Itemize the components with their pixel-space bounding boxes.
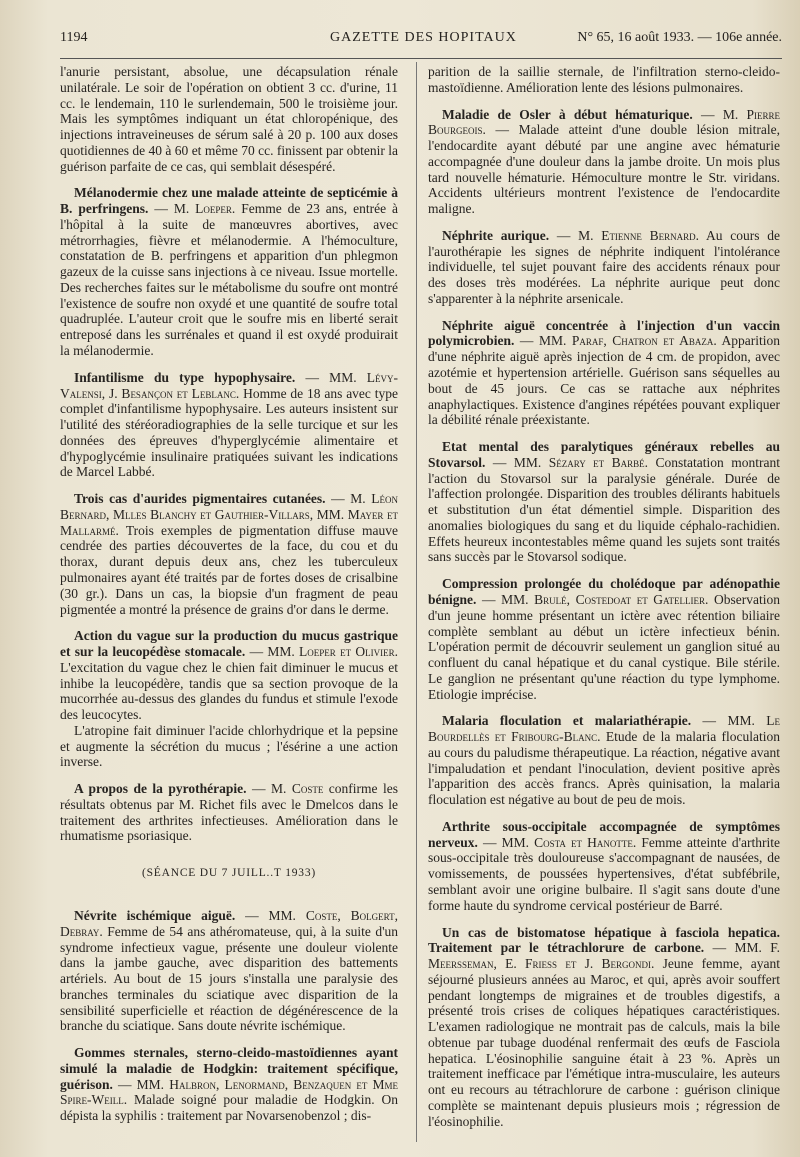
abstract-entry	[60, 908, 398, 1034]
issue-info: N° 65, 16 août 1933. — 106e année.	[577, 30, 782, 45]
entry-title: A propos de la pyrothérapie.	[74, 781, 247, 797]
abstract-entry	[60, 491, 398, 617]
abstract-entry	[60, 185, 398, 358]
page-number: 1194	[60, 30, 88, 45]
page-header	[60, 30, 782, 52]
entry-title: Néphrite aiguë concentrée à l'injection d'un vaccin polymicrobien.	[428, 317, 780, 349]
entry-authors: — M. Pierre Bourgeois.	[428, 106, 780, 138]
left-column	[60, 64, 398, 1135]
entry-title: Gommes sternales, sterno-cleido-mastoïdiennes ayant simulé la maladie de Hodgkin: traitement spécifique, guérison.	[60, 1045, 398, 1092]
entry-title: Compression prolongée du cholédoque par adénopathie bénigne.	[428, 576, 780, 607]
entry-title: Trois cas d'aurides pigmentaires cutanées.	[74, 491, 326, 507]
entry-text: Etude de la malaria floculation au cours du paludisme thérapeutique. La réaction, négative avant l'impaludation et pendant l'inoculation, devient positive après l'apparition des accès francs. Après quinisation, la malaria floculation est négative au bout de peu de mois.	[428, 729, 780, 808]
entry-title: Infantilisme du type hypophysaire.	[74, 369, 296, 385]
entry-text: Femme de 54 ans athéromateuse, qui, à la suite d'un syndrome infectieux vague, présente une douleur violente dans la jambe gauche, avec disparition des battements artériels. Au bout de 15 jours s'installa une paralysie des branches terminales du sciatique avec disparition de la sensibilité superficielle et réaction de dégénérescence de la branche du sciatique. Sans doute névrite ischémique.	[60, 923, 399, 1034]
journal-title: GAZETTE DES HOPITAUX	[330, 30, 517, 45]
entry-title: Néphrite aurique.	[442, 227, 550, 243]
entry-authors: — MM. Sézary et Barbé.	[492, 454, 649, 470]
abstract-entry	[428, 819, 780, 914]
abstract-entry	[60, 781, 398, 844]
abstract-entry	[428, 228, 780, 307]
entry-title: Arthrite sous-occipitale accompagnée de symptômes nerveux.	[428, 818, 780, 850]
abstract-entry	[60, 370, 398, 480]
abstract-entry	[428, 713, 780, 808]
entry-text: Homme de 18 ans avec type complet d'infantilisme hypophysaire. Les auteurs insistent sur l'utilité des stéréoradiographies de la selle turcique et sur les données des épreuves d'hyperglycémie alimentaire et d'hypoglycémie insulinaire pratiquées suivant les indications de Marcel Labbé.	[60, 385, 399, 480]
paragraph: parition de la saillie sternale, de l'infiltration sterno-cleido-mastoïdienne. Amélioration lente des lésions pulmonaires.	[428, 64, 780, 95]
entry-authors: — MM. Le Bourdellès et Fribourg-Blanc.	[428, 713, 780, 745]
entry-authors: — M. Loeper.	[154, 201, 236, 217]
entry-authors: — M. Etienne Bernard.	[556, 227, 700, 243]
entry-authors: — M. Coste	[252, 781, 324, 797]
right-column	[428, 64, 780, 1140]
entry-text: Au cours de l'aurothérapie les signes de néphrite indiquent l'intolérance individuelle, tel sujet pouvant faire des accidents rénaux pour des doses très modérées. La néphrite aurique peut donc s'apparenter à la néphrite arsenicale.	[428, 227, 780, 306]
entry-title: Névrite ischémique aiguë.	[74, 907, 236, 923]
entry-text: Malade soigné pour maladie de Hodgkin. On dépista la syphilis : traitement par Novarsenobenzol ; dis-	[60, 1092, 398, 1124]
abstract-entry	[428, 318, 780, 428]
entry-title: Malaria floculation et malariathérapie.	[442, 713, 692, 729]
entry-title: Mélanodermie chez une malade atteinte de septicémie à B. perfringens.	[60, 185, 398, 217]
entry-text: Jeune femme, ayant séjourné plusieurs années au Maroc, et qui, après avoir souffert pendant longtemps de migraines et de troubles digestifs, a présenté trois crises de coliques hépatiques caractéristiques. L'examen radiologique ne montrait pas de calculs, mais la bile obtenue par tubage duodénal renfermait des œufs de Fasciola hepatica. L'éosinophilie sanguine était à 23 %. Après un traitement inefficace par l'émétique intra-musculaire, les auteurs ont eu recours au tétrachlorure de carbone : guérison clinique complète se maintenant depuis plusieurs mois ; régression de l'éosinophilie.	[428, 956, 781, 1129]
entry-authors: — MM. Loeper et Olivier.	[249, 644, 399, 660]
entry-authors: — M. Léon Bernard, Mlles Blanchy et Gauthier-Villars, MM. Mayer et Mallarmé.	[60, 491, 399, 538]
abstract-entry	[60, 628, 398, 723]
entry-text: confirme les résultats obtenus par M. Richet fils avec le Dmelcos dans le traitement des arthrites infectieuses. Amélioration dans le rhumatisme psoriasique.	[60, 781, 398, 844]
abstract-entry	[428, 925, 780, 1130]
entry-authors: — MM. Halbron, Lenormand, Benzaquen et Mme Spire-Weill.	[60, 1076, 398, 1108]
abstract-entry	[428, 107, 780, 217]
entry-title: Action du vague sur la production du mucus gastrique et sur la leucopédèse stomacale.	[60, 628, 398, 660]
entry-text: Femme de 23 ans, entrée à l'hôpital à la suite de manœuvres abortives, avec métrorrhagies, fièvre et mélanodermie. A l'hémoculture, constatation de B. perfringens et apparition d'un phlegmon gazeux de la cuisse sans injections à ce niveau. Issue mortelle. Des recherches faites sur le métabolisme du soufre ont montré l'existence de soufre non oxydé et une quantité de soufre total quadruplée. L'auteur croit que le soufre mis en liberté serait entreposé dans les surrénales et quand il est oxydé produirait la mélanodermie.	[60, 201, 399, 359]
entry-text: Constatation montrant l'action du Stovarsol sur la paralysie générale. Durée de l'affection prolongée. Disparition des troubles délirants habituels et substitution d'un état démentiel simple. Disparition des anomalies biologiques du sang et du liquide céphalo-rachidien. Effets heureux incontestables même quand les sujets sont traités sans succès par le Stovarsol sodique.	[428, 454, 780, 565]
abstract-entry	[60, 1045, 398, 1124]
header-rule	[60, 58, 782, 59]
entry-text: Trois exemples de pigmentation diffuse mauve cendrée des parties découvertes de la face, du cou et du thorax, durant depuis deux ans, chez les tuberculeux pulmonaires ayant été traités par de fortes doses de crisalbine (30 gr.). Dans un cas, la biopsie d'un fragment de peau pigmentée a montré la présence de grains d'or dans le derme.	[60, 522, 398, 617]
entry-authors: — MM. Lévy-Valensi, J. Besançon et Leblanc.	[60, 369, 399, 401]
entry-text: Observation d'un jeune homme présentant un ictère avec rétention biliaire complète semblant au début un ictère infectieux bénin. L'opération permit de découvrir seulement un ganglion situé au confluent du canal hépatique et du canal cystique. Bile stérile. Le ganglion ne présentant qu'une réaction du type lymphome. Etiologie imprécise.	[428, 591, 781, 702]
column-divider	[416, 62, 417, 1142]
entry-authors: — MM. F. Meersseman, E. Friess et J. Bergondi.	[428, 940, 780, 972]
entry-title: Etat mental des paralytiques généraux rebelles au Stovarsol.	[428, 439, 780, 470]
entry-authors: — MM. Brulé, Costedoat et Gatellier.	[482, 591, 709, 607]
session-heading: (SÉANCE DU 7 JUILL..T 1933)	[141, 867, 317, 880]
entry-text: L'excitation du vague chez le chien fait diminuer le mucus et inhibe la leucopédère, tandis que sa section provoque de la mucorrhée au-dessus des glandes du fundus et stimule l'exode des leucocytes.	[60, 659, 398, 723]
entry-title: Un cas de bistomatose hépatique à fasciola hepatica. Traitement par le tétrachlorure de carbone.	[428, 924, 780, 956]
entry-authors: — MM. Paraf, Chatron et Abaza.	[519, 333, 717, 349]
entry-text: — Malade atteint d'une double lésion mitrale, l'endocardite ayant débuté par une angine avec hématurie accompagnée d'une douleur dans la jambe droite. Un mois plus tard nouvelle hématurie. Hémoculture montre le Str. viridans. Accidents ultérieurs montrent l'existence de l'endocardite maligne.	[428, 122, 780, 217]
entry-text: Apparition d'une néphrite aiguë après injection de 4 cm. de propidon, avec azotémie et hypertension artérielle. Guérison sans séquelles au bout de 45 jours. Ce cas se rattache aux néphrites anaphylactiques. Existence d'angines répétées pouvant expliquer la débilité rénale préexistante.	[428, 333, 781, 428]
abstract-entry	[428, 439, 780, 565]
entry-authors: — MM. Coste, Bolgert, Debray.	[60, 907, 398, 939]
entry-text: Femme atteinte d'arthrite sous-occipitale très douloureuse s'accompagnant de nausées, de vomissements, de poussées hypertensives, d'état subfébrile, semblant avoir une origine bulbaire. Il s'agit sans doute d'une forme haute du syndrome cervical postérieur de Barré.	[428, 834, 781, 913]
paragraph: L'atropine fait diminuer l'acide chlorhydrique et la pepsine et augmente la sécrétion du mucus ; l'ésérine a une action inverse.	[60, 722, 398, 770]
abstract-entry	[428, 576, 780, 702]
entry-title: Maladie de Osler à début hématurique.	[442, 106, 693, 122]
paragraph: l'anurie persistant, absolue, une décapsulation rénale unilatérale. Le soir de l'opération on obtient 3 cc. d'urine, 11 cc. le lendemain, 110 le surlendemain, 500 le troisième jour. Mais les symptômes indiquant un état chloropénique, des injections intraveineuses de sérum salé à 20 p. 100 aux doses quotidiennes de 40 à 60 et même 70 cc. finissent par obtenir la guérison parfaite de ce cas, qui semblait désespéré.	[60, 64, 398, 174]
entry-authors: — MM. Costa et Hanotte.	[483, 834, 637, 850]
